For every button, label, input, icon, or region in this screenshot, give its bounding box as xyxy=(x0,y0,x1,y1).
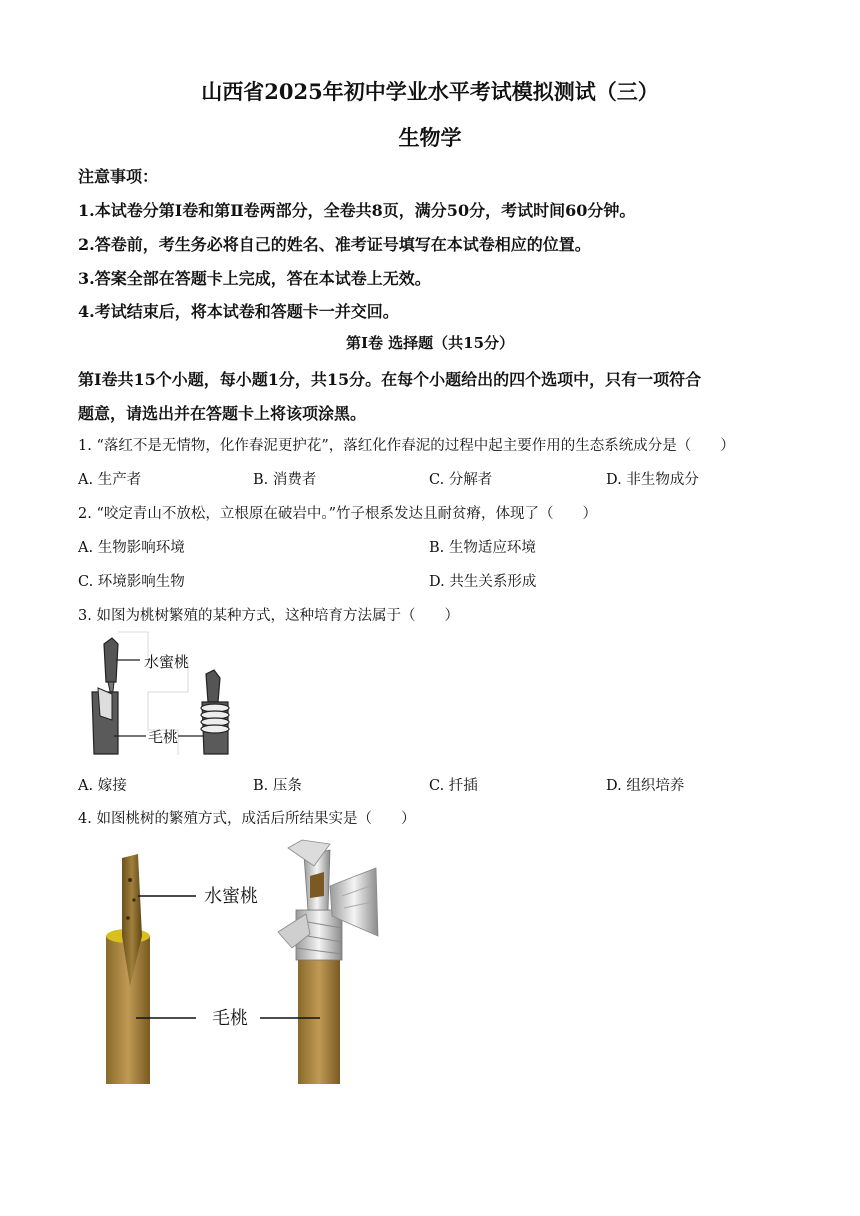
label-rootstock: 毛桃 xyxy=(212,1008,248,1029)
option-a: A. 生产者 xyxy=(78,472,142,488)
option-b: B. 生物适应环境 xyxy=(429,540,536,556)
subject-title: 生物学 xyxy=(398,125,462,150)
section-instruction: 题意，请选出并在答题卡上将该项涂黑。 xyxy=(78,404,367,423)
notice-item: 3.答案全部在答题卡上完成，答在本试卷上无效。 xyxy=(78,269,431,288)
option-c: C. 分解者 xyxy=(429,472,493,488)
option-a: A. 嫁接 xyxy=(78,778,127,794)
page-title: 山西省2025年初中学业水平考试模拟测试（三） xyxy=(201,79,659,104)
question-stem: 3. 如图为桃树繁殖的某种方式，这种培育方法属于（ ） xyxy=(78,608,459,624)
section-title: 第Ⅰ卷 选择题（共15分） xyxy=(345,334,515,352)
option-b: B. 压条 xyxy=(253,778,302,794)
question-stem: 2. “咬定青山不放松，立根原在破岩中。”竹子根系发达且耐贫瘠，体现了（ ） xyxy=(78,506,598,522)
option-a: A. 生物影响环境 xyxy=(78,540,185,556)
label-scion: 水蜜桃 xyxy=(144,653,190,671)
option-d: D. 组织培养 xyxy=(606,778,685,794)
grafting-figure-small xyxy=(78,630,238,760)
question-stem: 1. “落红不是无情物，化作春泥更护花”，落红化作春泥的过程中起主要作用的生态系统成分是（ ） xyxy=(78,438,735,454)
notice-item: 4.考试结束后，将本试卷和答题卡一并交回。 xyxy=(78,302,399,321)
option-b: B. 消费者 xyxy=(253,472,317,488)
section-instruction: 第Ⅰ卷共15个小题，每小题1分，共15分。在每个小题给出的四个选项中，只有一项符合 xyxy=(78,370,702,389)
question-stem: 4. 如图桃树的繁殖方式，成活后所结果实是（ ） xyxy=(78,811,416,827)
notice-item: 2.答卷前，考生务必将自己的姓名、准考证号填写在本试卷相应的位置。 xyxy=(78,235,591,254)
option-d: D. 共生关系形成 xyxy=(429,574,537,590)
notice-item: 1.本试卷分第Ⅰ卷和第Ⅱ卷两部分，全卷共8页，满分50分，考试时间60分钟。 xyxy=(78,201,636,220)
notice-heading: 注意事项： xyxy=(78,167,159,186)
option-c: C. 环境影响生物 xyxy=(78,574,185,590)
option-c: C. 扦插 xyxy=(429,778,478,794)
label-scion: 水蜜桃 xyxy=(204,886,258,907)
grafting-figure-large xyxy=(78,836,388,1106)
label-rootstock: 毛桃 xyxy=(148,728,179,746)
option-d: D. 非生物成分 xyxy=(606,472,699,488)
